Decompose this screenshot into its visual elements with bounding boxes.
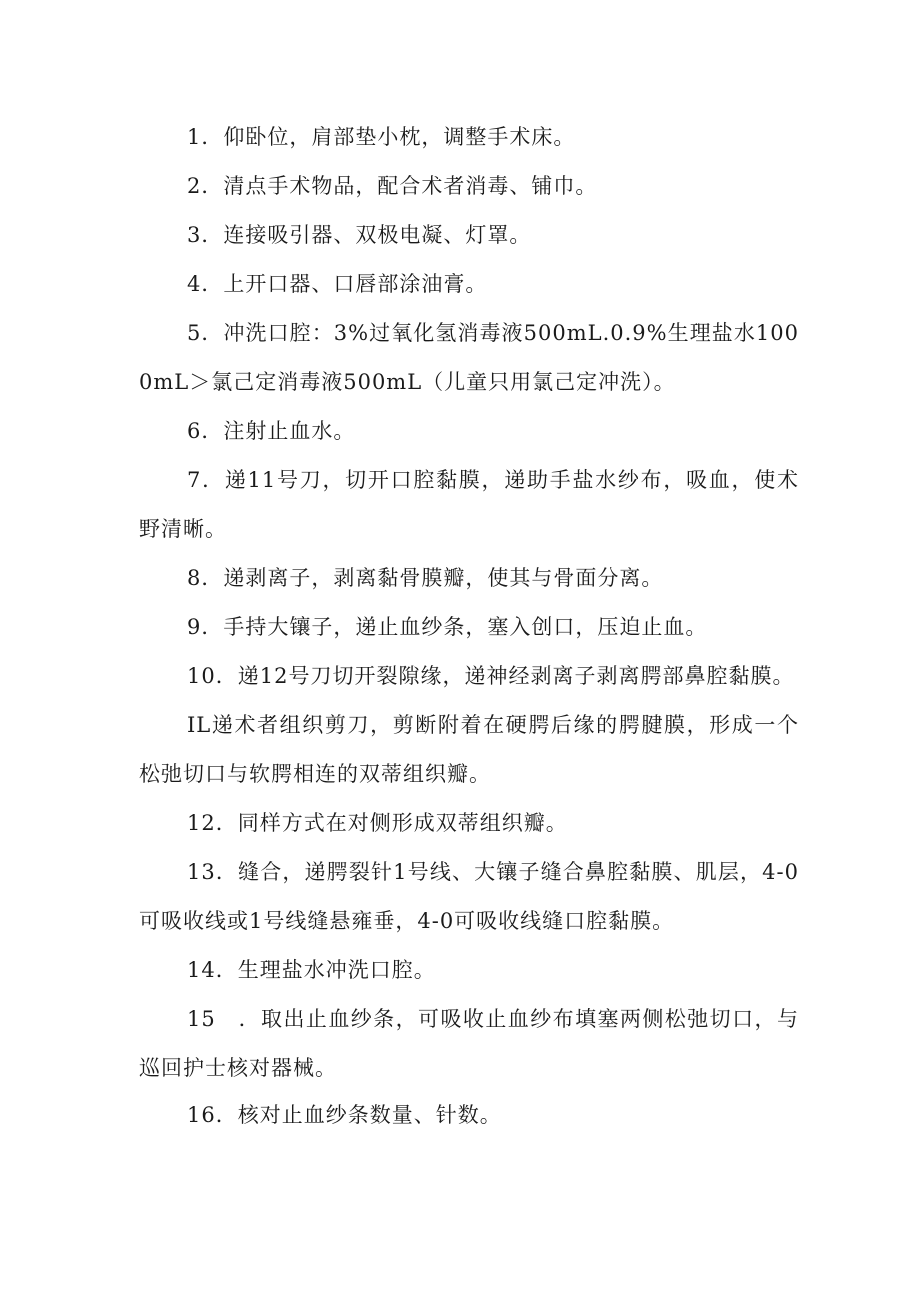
- step-14: 14．生理盐水冲洗口腔。: [187, 958, 436, 982]
- step-2: 2．清点手术物品，配合术者消毒、铺巾。: [187, 174, 598, 198]
- step-3: 3．连接吸引器、双极电凝、灯罩。: [187, 223, 532, 247]
- procedure-steps: [139, 113, 799, 1137]
- step-6: 6．注射止血水。: [187, 419, 356, 443]
- step-13: 13．缝合，递腭裂针1号线、大镶子缝合鼻腔黏膜、肌层，4-0可吸收线或1号线缝悬雍垂，4-0可吸收线缝口腔黏膜。: [139, 860, 799, 933]
- step-9: 9．手持大镶子，递止血纱条，塞入创口，压迫止血。: [187, 615, 708, 639]
- step-1: 1．仰卧位，肩部垫小枕，调整手术床。: [187, 125, 576, 149]
- step-16: 16．核对止血纱条数量、针数。: [187, 1103, 502, 1127]
- step-4: 4．上开口器、口唇部涂油膏。: [187, 272, 488, 296]
- step-11: IL递术者组织剪刀，剪断附着在硬腭后缘的腭腱膜，形成一个松弛切口与软腭相连的双蒂组织瓣。: [139, 713, 799, 786]
- step-5: 5．冲洗口腔：3%过氧化氢消毒液500mL.0.9%生理盐水1000mL＞氯己定消毒液500mL（儿童只用氯己定冲洗）。: [139, 321, 799, 394]
- step-15: 15 ．取出止血纱条，可吸收止血纱布填塞两侧松弛切口，与巡回护士核对器械。: [139, 1007, 799, 1080]
- step-8: 8．递剥离子，剥离黏骨膜瓣，使其与骨面分离。: [187, 566, 664, 590]
- step-10: 10．递12号刀切开裂隙缘，递神经剥离子剥离腭部鼻腔黏膜。: [187, 664, 795, 688]
- step-12: 12．同样方式在对侧形成双蒂组织瓣。: [187, 811, 568, 835]
- step-7: 7．递11号刀，切开口腔黏膜，递助手盐水纱布，吸血，使术野清晰。: [139, 468, 799, 541]
